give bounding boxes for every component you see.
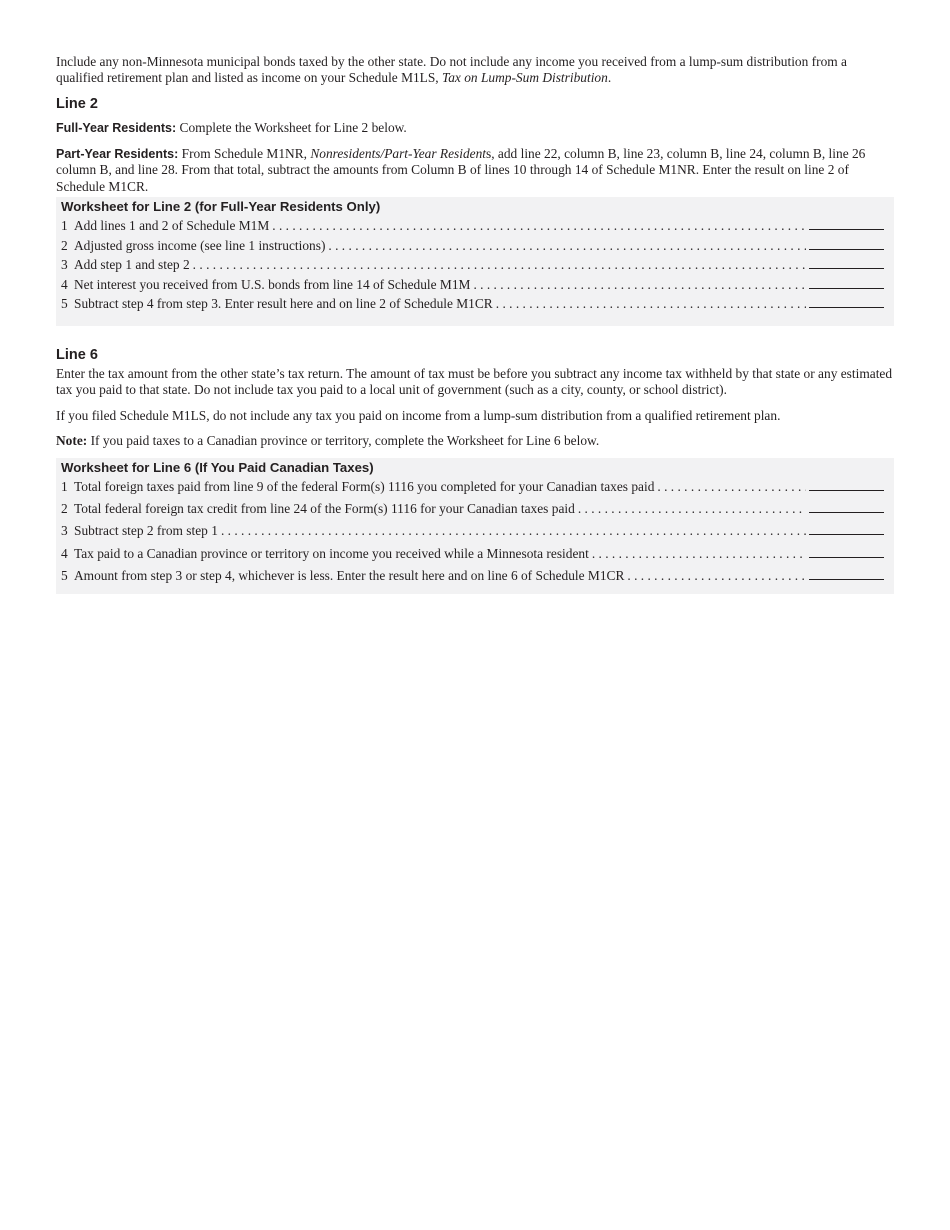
step-text: Add step 1 and step 2 xyxy=(74,257,190,272)
answer-blank-line6-step1[interactable] xyxy=(809,478,884,491)
worksheet-row xyxy=(61,478,884,496)
dot-leader xyxy=(578,500,806,518)
answer-blank-line2-step4[interactable] xyxy=(809,276,884,289)
worksheet-row xyxy=(61,522,884,540)
answer-blank-line2-step3[interactable] xyxy=(809,256,884,269)
step-text: Subtract step 4 from step 3. Enter result here and on line 2 of Schedule M1CR xyxy=(74,296,493,311)
worksheet-line6-title: Worksheet for Line 6 (If You Paid Canadian Taxes) xyxy=(61,460,374,475)
dot-leader xyxy=(627,567,806,585)
step-number: 2 xyxy=(61,501,68,516)
step-number: 5 xyxy=(61,296,68,311)
step-number: 3 xyxy=(61,257,68,272)
answer-blank-line6-step5[interactable] xyxy=(809,567,884,580)
worksheet-line6 xyxy=(56,458,894,594)
dot-leader xyxy=(592,545,806,563)
answer-blank-line2-step5[interactable] xyxy=(809,295,884,308)
step-text: Net interest you received from U.S. bonds from line 14 of Schedule M1M xyxy=(74,276,471,292)
answer-blank-line2-step1[interactable] xyxy=(809,217,884,230)
step-text: Adjusted gross income (see line 1 instructions) xyxy=(74,237,326,253)
dot-leader xyxy=(328,237,806,255)
worksheet-row xyxy=(61,276,884,294)
dot-leader xyxy=(272,217,806,235)
worksheet-row xyxy=(61,217,884,235)
step-text: Total federal foreign tax credit from line 24 of the Form(s) 1116 for your Canadian taxes paid xyxy=(74,501,575,516)
step-text: Tax paid to a Canadian province or territory on income you received while a Minnesota resident xyxy=(74,546,589,561)
step-number: 3 xyxy=(61,523,68,538)
worksheet-row xyxy=(61,237,884,255)
step-text: Subtract step 2 from step 1 xyxy=(74,523,218,538)
step-number: 4 xyxy=(61,276,68,292)
dot-leader xyxy=(193,256,806,274)
line6-heading: Line 6 xyxy=(56,347,98,363)
worksheet-row xyxy=(61,500,884,518)
answer-blank-line6-step3[interactable] xyxy=(809,522,884,535)
dot-leader xyxy=(221,522,806,540)
answer-blank-line6-step2[interactable] xyxy=(809,500,884,513)
step-number: 4 xyxy=(61,546,68,561)
worksheet-row xyxy=(61,545,884,563)
worksheet-row xyxy=(61,567,884,585)
step-number: 1 xyxy=(61,218,68,233)
step-number: 1 xyxy=(61,479,68,494)
worksheet-row xyxy=(61,256,884,274)
step-text: Total foreign taxes paid from line 9 of the federal Form(s) 1116 you completed for your Canadian taxes paid xyxy=(74,479,655,494)
note-paragraph: Note: If you paid taxes to a Canadian province or territory, complete the Worksheet for Line 6 below. xyxy=(56,433,600,448)
worksheet-row xyxy=(61,295,884,313)
dot-leader xyxy=(473,276,806,294)
worksheet-line2-title: Worksheet for Line 2 (for Full-Year Residents Only) xyxy=(61,199,381,214)
line6-paragraph: Enter the tax amount from the other state’s tax return. The amount of tax must be before you subtract any income tax withheld by that state or any estimated tax you paid to that state. Do not include tax you paid to a local unit of government (such as a city, county, or school district). xyxy=(56,366,893,398)
full-year-paragraph: Full-Year Residents: Complete the Worksheet for Line 2 below. xyxy=(56,120,407,135)
answer-blank-line2-step2[interactable] xyxy=(809,237,884,250)
answer-blank-line6-step4[interactable] xyxy=(809,545,884,558)
line2-heading: Line 2 xyxy=(56,96,98,112)
step-text: Add lines 1 and 2 of Schedule M1M xyxy=(74,218,270,233)
worksheet-line2 xyxy=(56,197,894,326)
dot-leader xyxy=(657,478,806,496)
intro-paragraph: Include any non-Minnesota municipal bonds taxed by the other state. Do not include any income you received from a lump-sum distribution from a qualified retirement plan and listed as income on your Schedule M1LS, Tax on Lump-Sum Distribution. xyxy=(56,54,847,86)
part-year-paragraph: Part-Year Residents: From Schedule M1NR, Nonresidents/Part-Year Residents, add line 22, column B, line 23, column B, line 24, column B, line 26 column B, and line 28. From that total, subtract the amounts from Column B of lines 10 through 14 of Schedule M1NR. Enter the result on line 2 of Schedule M1CR. xyxy=(56,146,866,194)
step-number: 5 xyxy=(61,568,68,583)
dot-leader xyxy=(496,295,806,313)
step-number: 2 xyxy=(61,237,68,253)
lump-sum-paragraph: If you filed Schedule M1LS, do not include any tax you paid on income from a lump-sum distribution from a qualified retirement plan. xyxy=(56,408,781,423)
step-text: Amount from step 3 or step 4, whichever is less. Enter the result here and on line 6 of Schedule M1CR xyxy=(74,568,625,583)
